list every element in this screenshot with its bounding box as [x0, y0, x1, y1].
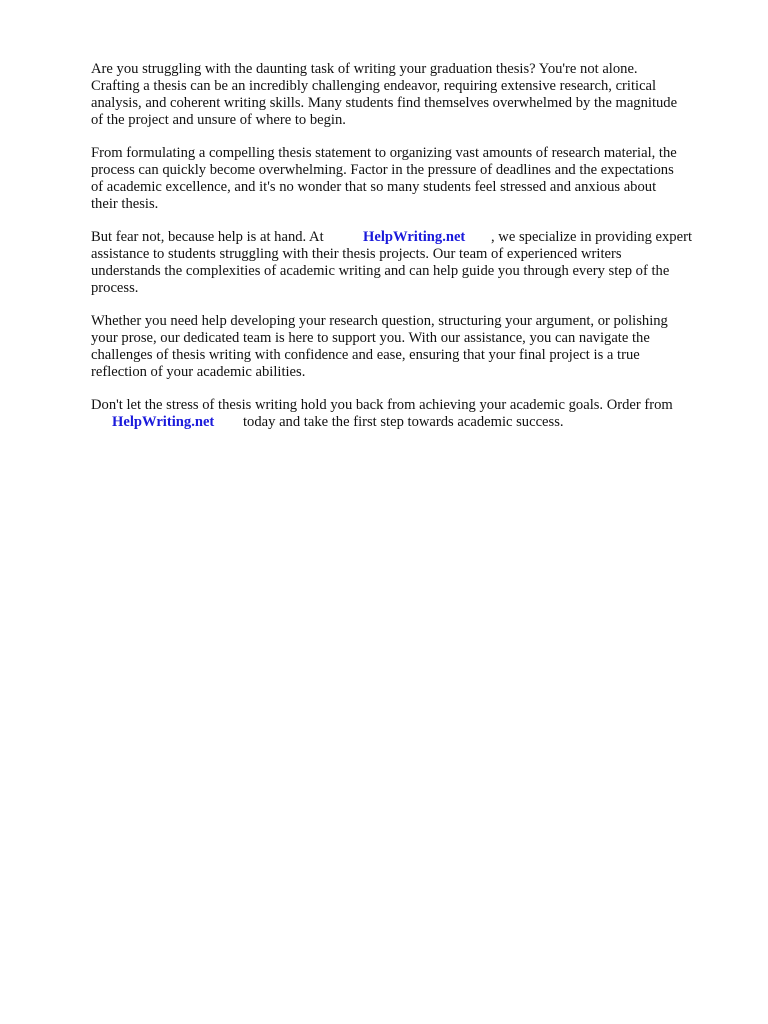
paragraph-1-line-4: of the project and unsure of where to begin.: [91, 112, 346, 128]
paragraph-4-line-2: your prose, our dedicated team is here to support you. With our assistance, you can navigate the: [91, 330, 650, 346]
paragraph-2-line-2: process can quickly become overwhelming. Factor in the pressure of deadlines and the expectations: [91, 162, 674, 178]
paragraph-2-line-1: From formulating a compelling thesis statement to organizing vast amounts of research material, the: [91, 145, 677, 161]
paragraph-4-line-4: reflection of your academic abilities.: [91, 364, 306, 380]
paragraph-1-line-3: analysis, and coherent writing skills. Many students find themselves overwhelmed by the magnitude: [91, 95, 678, 111]
paragraph-5-text-after-link: today and take the first step towards academic success.: [243, 414, 564, 430]
paragraph-2-line-3: of academic excellence, and it's no wonder that so many students feel stressed and anxious about: [91, 179, 657, 195]
paragraph-3-line-3: understands the complexities of academic writing and can help guide you through every step of the: [91, 263, 670, 279]
paragraph-3-text-after-link: , we specialize in providing expert: [491, 229, 692, 245]
helpwriting-link-1[interactable]: HelpWriting.net: [363, 229, 466, 245]
paragraph-3-text-before-link: But fear not, because help is at hand. At: [91, 229, 324, 245]
paragraph-1-line-2: Crafting a thesis can be an incredibly challenging endeavor, requiring extensive research, critical: [91, 78, 657, 94]
paragraph-4-line-1: Whether you need help developing your research question, structuring your argument, or polishing: [91, 313, 668, 329]
paragraph-3-line-2: assistance to students struggling with their thesis projects. Our team of experienced writers: [91, 246, 622, 262]
paragraph-1-line-1: Are you struggling with the daunting task of writing your graduation thesis? You're not alone.: [91, 61, 638, 77]
paragraph-3-line-1: [91, 229, 324, 246]
paragraph-5-line-1: Don't let the stress of thesis writing hold you back from achieving your academic goals. Order from: [91, 397, 673, 413]
paragraph-3-line-4: process.: [91, 280, 139, 296]
paragraph-2-line-4: their thesis.: [91, 196, 159, 212]
helpwriting-link-2[interactable]: HelpWriting.net: [112, 414, 215, 430]
paragraph-4-line-3: challenges of thesis writing with confidence and ease, ensuring that your final project is a true: [91, 347, 640, 363]
